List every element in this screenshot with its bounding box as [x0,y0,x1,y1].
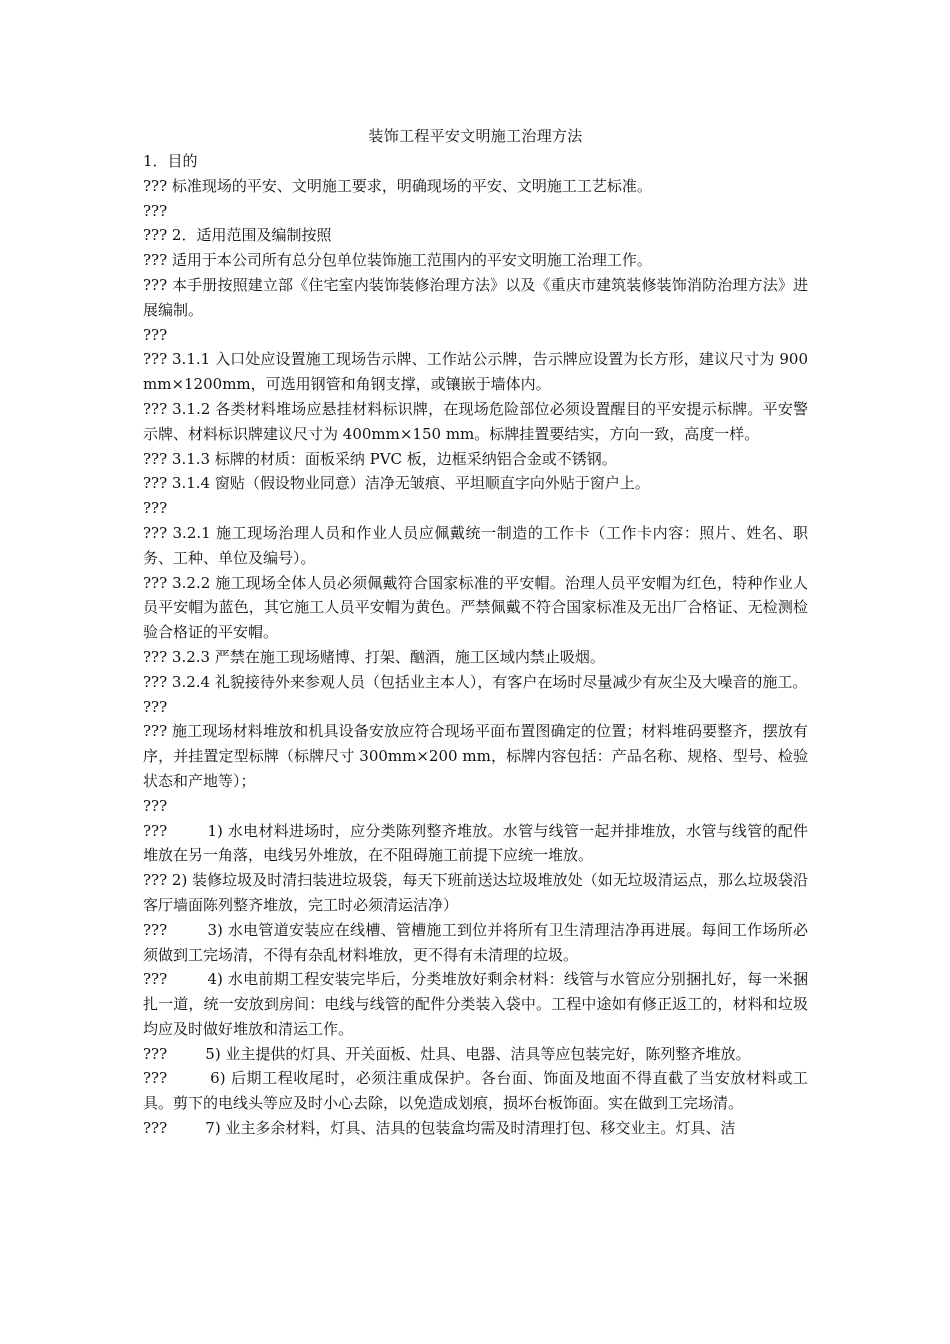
paragraph: ??? 3.1.1 入口处应设置施工现场告示牌、工作站公示牌，告示牌应设置为长方形，建议尺寸为 900mm×1200mm，可选用钢管和角钢支撑，或镶嵌于墙体内。 [143,350,808,394]
placeholder-line: ??? [143,499,168,518]
paragraph: ??? 标准现场的平安、文明施工要求，明确现场的平安、文明施工工艺标准。 [143,176,652,195]
list-item: ??? 6) 后期工程收尾时，必须注重成保护。各台面、饰面及地面不得直截了当安放材料或工具。剪下的电线头等应及时小心去除，以免造成划痕，损坏台板饰面。实在做到工完场清。 [143,1069,808,1113]
paragraph: ??? 本手册按照建立部《住宅室内装饰装修治理方法》以及《重庆市建筑装修装饰消防治理方法》进展编制。 [143,275,808,319]
placeholder-line: ??? [143,201,168,220]
list-item: ??? 2) 装修垃圾及时清扫装进垃圾袋，每天下班前送达垃圾堆放处（如无垃圾清运点，那么垃圾袋沿客厅墙面陈列整齐堆放，完工时必须清运洁净） [143,871,808,914]
paragraph: ??? 3.2.1 施工现场治理人员和作业人员应佩戴统一制造的工作卡（工作卡内容：照片、姓名、职务、工种、单位及编号）。 [143,523,808,567]
placeholder-line: ??? [143,796,168,815]
paragraph: ??? 3.1.4 窗贴（假设物业同意）洁净无皱痕、平坦顺直字向外贴于窗户上。 [143,474,650,493]
list-item: ??? 1) 水电材料进场时，应分类陈列整齐堆放。水管与线管一起并排堆放，水管与线管的配件堆放在另一角落，电线另外堆放，在不阻碍施工前提下应统一堆放。 [143,821,808,865]
placeholder-line: ??? [143,325,168,344]
list-item: ??? 5) 业主提供的灯具、开关面板、灶具、电器、洁具等应包装完好，陈列整齐堆放。 [143,1044,751,1063]
paragraph: ??? 3.1.2 各类材料堆场应悬挂材料标识牌，在现场危险部位必须设置醒目的平安提示标牌。平安警示牌、材料标识牌建议尺寸为 400mm×150 mm。标牌挂置要结实，方向一致，高度一样。 [143,399,808,443]
paragraph: ??? 3.2.3 严禁在施工现场赌博、打架、酗酒，施工区域内禁止吸烟。 [143,647,605,666]
document-page [143,124,808,1141]
paragraph: ??? 3.2.2 施工现场全体人员必须佩戴符合国家标准的平安帽。治理人员平安帽为红色，特种作业人员平安帽为蓝色，其它施工人员平安帽为黄色。严禁佩戴不符合国家标准及无出厂合格证、无检测检验合格证的平安帽。 [143,573,808,642]
list-item: ??? 7) 业主多余材料，灯具、洁具的包装盒均需及时清理打包、移交业主。灯具、洁 [143,1119,736,1138]
document-title: 装饰工程平安文明施工治理方法 [368,127,583,145]
section-heading: ??? 2．适用范围及编制按照 [143,226,332,245]
list-item: ??? 3) 水电管道安装应在线槽、管槽施工到位并将所有卫生清理洁净再进展。每间工作场所必须做到工完场清，不得有杂乱材料堆放，更不得有未清理的垃圾。 [143,920,808,964]
list-item: ??? 4) 水电前期工程安装完毕后，分类堆放好剩余材料：线管与水管应分别捆扎好，每一米捆扎一道，统一安放到房间：电线与线管的配件分类装入袋中。工程中途如有修正返工的，材料和垃圾均应及时做好堆放和清运工作。 [143,970,808,1038]
paragraph: ??? 3.2.4 礼貌接待外来参观人员（包括业主本人），有客户在场时尽量减少有灰尘及大噪音的施工。 [143,672,808,691]
document-body [143,149,808,1141]
placeholder-line: ??? [143,697,168,716]
paragraph: ??? 施工现场材料堆放和机具设备安放应符合现场平面布置图确定的位置；材料堆码要整齐，摆放有序，并挂置定型标牌（标牌尺寸 300mm×200 mm，标牌内容包括：产品名称、规格、型号、检验状态和产地等）； [143,722,808,790]
paragraph: ??? 3.1.3 标牌的材质：面板采纳 PVC 板，边框采纳铝合金或不锈钢。 [143,449,617,468]
section-heading: 1．目的 [143,152,198,170]
paragraph: ??? 适用于本公司所有总分包单位装饰施工范围内的平安文明施工治理工作。 [143,251,652,270]
